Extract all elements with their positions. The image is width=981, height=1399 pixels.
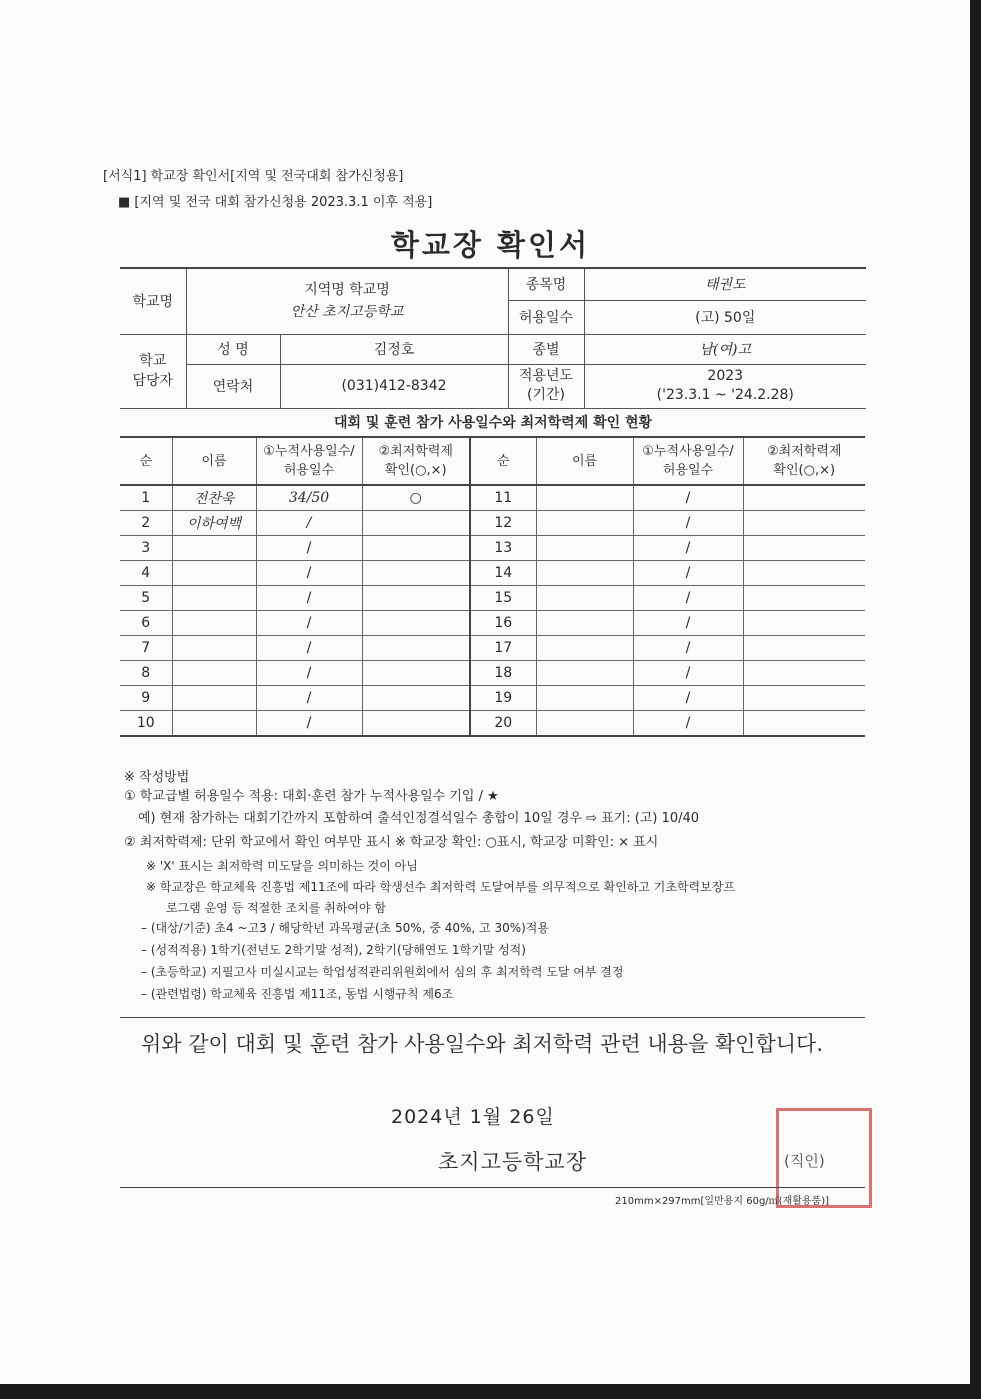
header-name: 이름 <box>172 437 256 485</box>
header-no: 순 <box>470 437 536 485</box>
row-check <box>743 536 865 561</box>
note-line: – (관련법령) 학교체육 진흥법 제11조, 동법 시행규칙 제6조 <box>141 987 454 1001</box>
contact-label: 연락처 <box>186 364 280 408</box>
row-name <box>172 536 256 561</box>
gender-label: 종별 <box>508 334 584 364</box>
row-check <box>362 561 470 586</box>
header-days: ①누적사용일수/ 허용일수 <box>256 437 362 485</box>
row-days: / <box>256 511 362 536</box>
row-days: / <box>633 511 743 536</box>
year-cell <box>584 364 866 408</box>
row-days: / <box>256 686 362 711</box>
year-value: 2023 <box>707 368 744 384</box>
row-days: / <box>256 611 362 636</box>
row-name <box>536 661 633 686</box>
row-check <box>743 561 865 586</box>
row-name <box>172 636 256 661</box>
staff-label: 학교 담당자 <box>120 334 186 408</box>
header-check: ②최저학력제 확인(○,×) <box>362 437 470 485</box>
school-value: 안산 초지고등학교 <box>290 304 404 321</box>
row-no: 11 <box>470 485 536 511</box>
row-name <box>536 636 633 661</box>
row-no: 17 <box>470 636 536 661</box>
seal-label: (직인) <box>784 1152 825 1170</box>
row-check <box>362 611 470 636</box>
note-line: – (성적적용) 1학기(전년도 2학기말 성적), 2학기(당해연도 1학기말 성적) <box>141 943 526 957</box>
row-name <box>536 511 633 536</box>
contact-value: (031)412-8342 <box>280 364 508 408</box>
row-no: 7 <box>120 636 172 661</box>
row-days: / <box>633 586 743 611</box>
table-row <box>120 536 865 561</box>
table-header-row <box>120 437 865 485</box>
row-days: / <box>633 561 743 586</box>
row-check <box>743 636 865 661</box>
header-no: 순 <box>120 437 172 485</box>
row-name <box>536 686 633 711</box>
row-days: / <box>633 485 743 511</box>
row-days: / <box>633 661 743 686</box>
row-no: 20 <box>470 711 536 737</box>
row-no: 9 <box>120 686 172 711</box>
row-check <box>362 636 470 661</box>
row-name: 이하여백 <box>172 511 256 536</box>
row-no: 10 <box>120 711 172 737</box>
row-check <box>743 711 865 737</box>
row-no: 18 <box>470 661 536 686</box>
year-label: 적용년도 (기간) <box>508 364 584 408</box>
row-no: 3 <box>120 536 172 561</box>
table-row <box>120 511 865 536</box>
row-days: / <box>633 686 743 711</box>
row-days: / <box>256 711 362 737</box>
school-label: 학교명 <box>120 268 186 334</box>
row-days: / <box>633 636 743 661</box>
row-name <box>536 711 633 737</box>
row-check <box>743 686 865 711</box>
row-days: / <box>256 586 362 611</box>
row-check <box>743 661 865 686</box>
participation-table <box>120 436 865 737</box>
row-check <box>743 586 865 611</box>
form-sublabel: ■ [지역 및 전국 대회 참가신청용 2023.3.1 이후 적용] <box>118 195 433 210</box>
row-name <box>172 711 256 737</box>
note-line: ※ 'X' 표시는 최저학력 미도달을 의미하는 것이 아님 <box>146 859 418 873</box>
header-name: 이름 <box>536 437 633 485</box>
row-no: 6 <box>120 611 172 636</box>
table-row <box>120 636 865 661</box>
row-days: / <box>633 536 743 561</box>
row-name <box>172 661 256 686</box>
school-info-table <box>120 267 866 409</box>
table-row <box>120 686 865 711</box>
row-check <box>743 485 865 511</box>
row-check <box>362 686 470 711</box>
row-check <box>362 661 470 686</box>
divider <box>120 1017 865 1018</box>
note-line: 로그램 운영 등 적절한 조치를 취하여야 함 <box>166 901 386 915</box>
section-title: 대회 및 훈련 참가 사용일수와 최저학력제 확인 현황 <box>333 415 653 431</box>
notes-heading: ※ 작성방법 <box>124 770 190 785</box>
row-name <box>536 485 633 511</box>
row-no: 2 <box>120 511 172 536</box>
row-name: 전찬욱 <box>172 485 256 511</box>
row-days: / <box>633 711 743 737</box>
table-row <box>120 586 865 611</box>
row-no: 5 <box>120 586 172 611</box>
period-value: ('23.3.1 ~ '24.2.28) <box>656 387 794 403</box>
row-check <box>743 611 865 636</box>
note-line: – (대상/기준) 초4 ~고3 / 해당학년 과목평균(초 50%, 중 40%, 고 30%)적용 <box>141 921 549 935</box>
table-row <box>120 711 865 737</box>
row-days: / <box>256 536 362 561</box>
issue-date: 2024년 1월 26일 <box>391 1106 555 1128</box>
note-line: – (초등학교) 지필고사 미실시교는 학업성적관리위원회에서 심의 후 최저학력 도달 여부 결정 <box>141 965 624 979</box>
row-days: / <box>256 661 362 686</box>
school-cell <box>186 268 508 334</box>
header-days: ①누적사용일수/ 허용일수 <box>633 437 743 485</box>
row-name <box>172 561 256 586</box>
row-name <box>172 686 256 711</box>
principal-title: 초지고등학교장 <box>438 1150 588 1174</box>
row-check <box>362 711 470 737</box>
row-name <box>172 611 256 636</box>
name-value: 김정호 <box>280 334 508 364</box>
note-line: ② 최저학력제: 단위 학교에서 확인 여부만 표시 ※ 학교장 확인: ○표시, 학교장 미확인: × 표시 <box>124 835 659 850</box>
page-title: 학교장 확인서 <box>390 228 591 262</box>
allowed-days-label: 허용일수 <box>508 300 584 334</box>
row-check: ○ <box>362 485 470 511</box>
note-line: 예) 현재 참가하는 대회기간까지 포함하여 출석인정결석일수 총합이 10일 경우 ⇨ 표기: (고) 10/40 <box>138 811 700 826</box>
sport-label: 종목명 <box>508 268 584 300</box>
row-check <box>362 511 470 536</box>
allowed-days-value: (고) 50일 <box>584 300 866 334</box>
note-line: ① 학교급별 허용일수 적용: 대회·훈련 참가 누적사용일수 기입 / ★ <box>124 789 499 804</box>
row-name <box>536 536 633 561</box>
row-days: / <box>633 611 743 636</box>
row-days: / <box>256 636 362 661</box>
row-days: / <box>256 561 362 586</box>
row-no: 19 <box>470 686 536 711</box>
row-no: 12 <box>470 511 536 536</box>
row-days: 34/50 <box>256 485 362 511</box>
row-no: 15 <box>470 586 536 611</box>
row-check <box>362 586 470 611</box>
row-no: 16 <box>470 611 536 636</box>
row-check <box>743 511 865 536</box>
divider <box>120 1187 865 1188</box>
table-row <box>120 661 865 686</box>
sport-value: 태권도 <box>584 268 866 300</box>
row-name <box>536 586 633 611</box>
row-name <box>172 586 256 611</box>
table-row <box>120 485 865 511</box>
row-name <box>536 611 633 636</box>
row-no: 4 <box>120 561 172 586</box>
header-check: ②최저학력제 확인(○,×) <box>743 437 865 485</box>
row-no: 1 <box>120 485 172 511</box>
row-no: 13 <box>470 536 536 561</box>
row-no: 14 <box>470 561 536 586</box>
note-line: ※ 학교장은 학교체육 진흥법 제11조에 따라 학생선수 최저학력 도달여부를 의무적으로 확인하고 기초학력보장프 <box>146 880 735 894</box>
row-name <box>536 561 633 586</box>
gender-value: 남(여)고 <box>584 334 866 364</box>
row-no: 8 <box>120 661 172 686</box>
table-row <box>120 561 865 586</box>
name-label: 성 명 <box>186 334 280 364</box>
paper-spec: 210mm×297mm[일반용지 60g/㎡(재활용품)] <box>615 1196 830 1207</box>
table-row <box>120 611 865 636</box>
school-header: 지역명 학교명 <box>304 282 390 299</box>
form-label: [서식1] 학교장 확인서[지역 및 전국대회 참가신청용] <box>103 169 404 184</box>
confirmation-statement: 위와 같이 대회 및 훈련 참가 사용일수와 최저학력 관련 내용을 확인합니다. <box>141 1032 824 1056</box>
row-check <box>362 536 470 561</box>
